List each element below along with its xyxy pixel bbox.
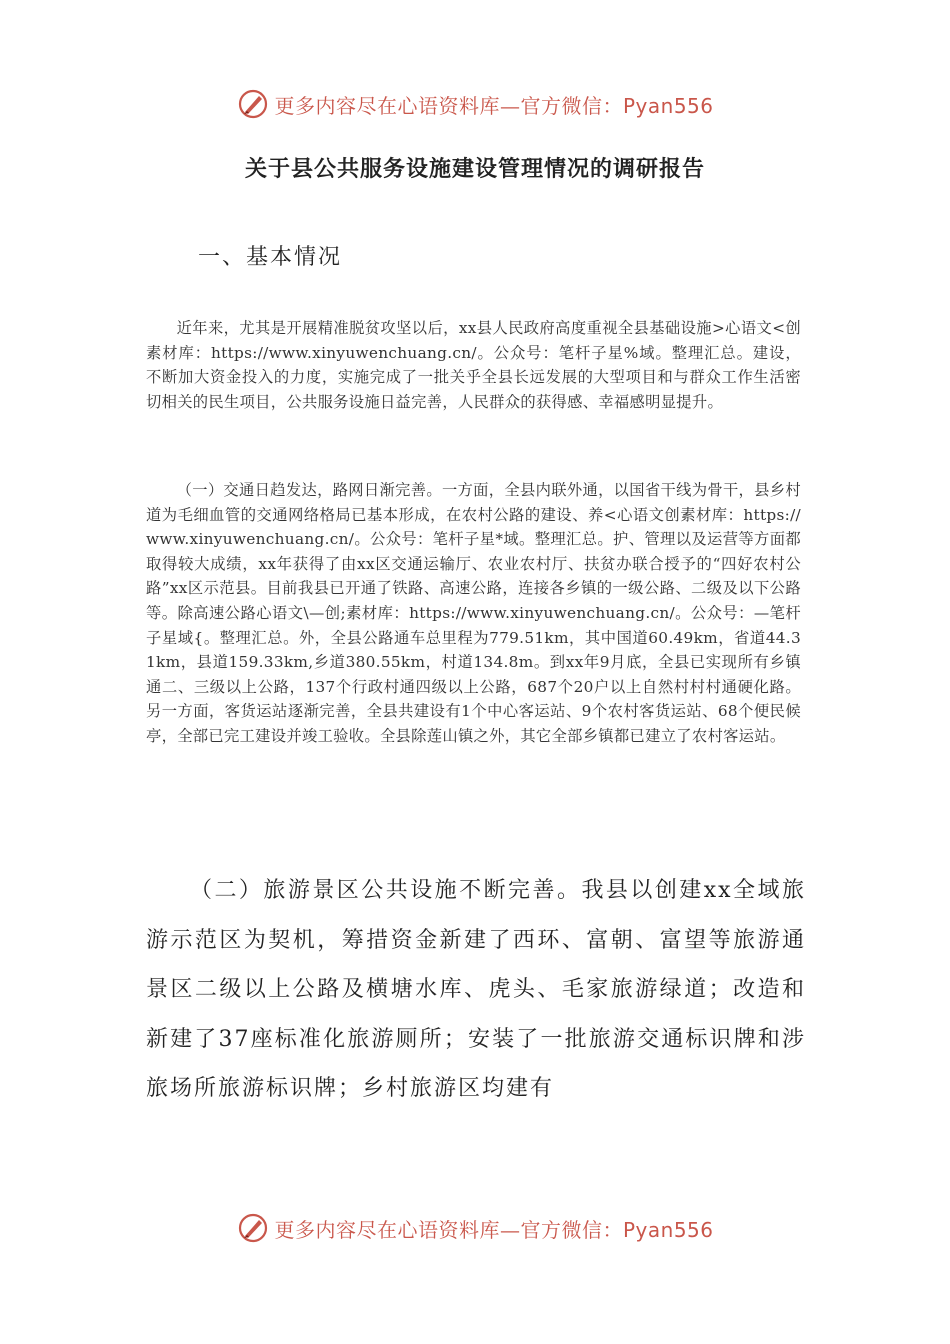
footer-watermark <box>0 1208 950 1248</box>
paragraph-tourism: （二）旅游景区公共设施不断完善。我县以创建xx全域旅游示范区为契机，筹措资金新建了西环、富朝、富望等旅游通景区二级以上公路及横塘水库、虎头、毛家旅游绿道；改造和新建了37座标准化旅游厕所；安装了一批旅游交通标识牌和涉旅场所旅游标识牌；乡村旅游区均建有 <box>146 878 806 1101</box>
brush-logo-icon <box>236 87 270 121</box>
watermark-wechat-id: Pyan556 <box>622 93 714 118</box>
watermark-text <box>274 1214 713 1243</box>
watermark-main: 更多内容尽在心语资料库 <box>274 93 500 118</box>
watermark-text <box>274 90 713 119</box>
paragraph-transport: （一）交通日趋发达，路网日渐完善。一方面，全县内联外通，以国省干线为骨干，县乡村道为毛细血管的交通网络格局已基本形成，在农村公路的建设、养<心语文创素材库：https://www.xinyuwenchuang.cn/。公众号：笔杆子星*域。整理汇总。护、管理以及运营等方面都取得较大成绩，xx年获得了由xx区交通运输厅、农业农村厅、扶贫办联合授予的“四好农村公路”xx区示范县。目前我县已开通了铁路、高速公路，连接各乡镇的一级公路、二级及以下公路等。除高速公路心语文\—创;素材库：https://www.xinyuwenchuang.cn/。公众号：—笔杆子星域{。整理汇总。外，全县公路通车总里程为779.51km，其中国道60.49km，省道44.31km，县道159.33km,乡道380.55km，村道134.8m。到xx年9月底，全县已实现所有乡镇通二、三级以上公路，137个行政村通四级以上公路，687个20户以上自然村村村通硬化路。另一方面，客货运站逐渐完善，全县共建设有1个中心客运站、9个农村客货运站、68个便民候亭，全部已完工建设并竣工验收。全县除莲山镇之外，其它全部乡镇都已建立了农村客运站。 <box>146 481 801 745</box>
watermark-wechat-label: 官方微信： <box>520 1217 623 1242</box>
brush-logo-icon <box>236 1211 270 1245</box>
watermark-wechat-label: 官方微信： <box>520 93 623 118</box>
document-title: 关于县公共服务设施建设管理情况的调研报告 <box>244 156 705 182</box>
section-heading: 一、基本情况 <box>198 245 343 270</box>
watermark-dash: — <box>499 93 521 118</box>
watermark-dash: — <box>499 1217 521 1242</box>
paragraph-intro: 近年来，尤其是开展精准脱贫攻坚以后，xx县人民政府高度重视全县基础设施>心语文<创素材库：https://www.xinyuwenchuang.cn/。公众号：笔杆子星%域。整理汇总。建设，不断加大资金投入的力度，实施完成了一批关乎全县长远发展的大型项目和与群众工作生活密切相关的民生项目，公共服务设施日益完善，人民群众的获得感、幸福感明显提升。 <box>146 319 801 411</box>
watermark-wechat-id: Pyan556 <box>622 1217 714 1242</box>
header-watermark <box>0 84 950 124</box>
watermark-main: 更多内容尽在心语资料库 <box>274 1217 500 1242</box>
